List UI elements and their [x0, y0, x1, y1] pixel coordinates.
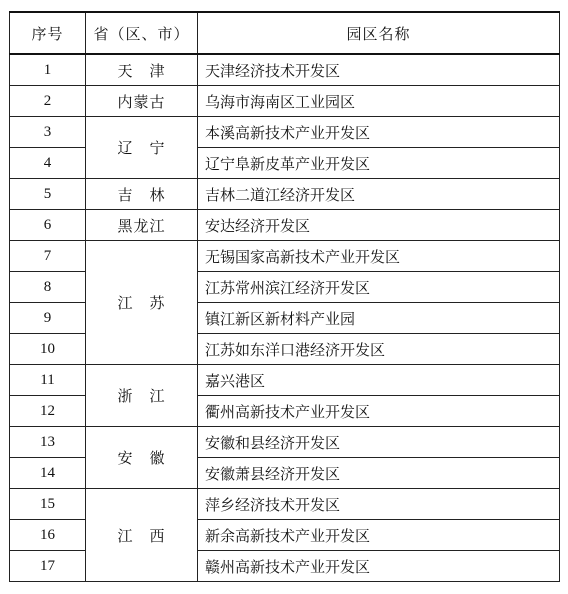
- park-name-cell: 衢州高新技术产业开发区: [198, 396, 560, 427]
- table-row: [10, 489, 560, 520]
- table-row: [10, 210, 560, 241]
- row-number: 6: [10, 210, 86, 241]
- park-name-cell: 江苏常州滨江经济开发区: [198, 272, 560, 303]
- row-number: 8: [10, 272, 86, 303]
- table-row: [10, 117, 560, 148]
- park-name-cell: 辽宁阜新皮革产业开发区: [198, 148, 560, 179]
- park-name-cell: 新余高新技术产业开发区: [198, 520, 560, 551]
- park-list-table-container: [9, 11, 560, 582]
- park-name-cell: 安达经济开发区: [198, 210, 560, 241]
- park-name-cell: 安徽萧县经济开发区: [198, 458, 560, 489]
- row-number: 5: [10, 179, 86, 210]
- table-header-row: [10, 12, 560, 54]
- province-cell: 吉 林: [86, 179, 198, 210]
- row-number: 11: [10, 365, 86, 396]
- park-list-table: [9, 11, 560, 582]
- province-cell: 天 津: [86, 54, 198, 86]
- table-row: [10, 427, 560, 458]
- row-number: 15: [10, 489, 86, 520]
- row-number: 13: [10, 427, 86, 458]
- row-number: 16: [10, 520, 86, 551]
- table-row: [10, 86, 560, 117]
- row-number: 7: [10, 241, 86, 272]
- row-number: 4: [10, 148, 86, 179]
- park-name-cell: 嘉兴港区: [198, 365, 560, 396]
- table-row: [10, 54, 560, 86]
- province-cell: 浙 江: [86, 365, 198, 427]
- row-number: 9: [10, 303, 86, 334]
- header-province: 省（区、市）: [86, 12, 198, 54]
- row-number: 12: [10, 396, 86, 427]
- park-name-cell: 本溪高新技术产业开发区: [198, 117, 560, 148]
- table-row: [10, 365, 560, 396]
- park-name-cell: 乌海市海南区工业园区: [198, 86, 560, 117]
- row-number: 3: [10, 117, 86, 148]
- park-name-cell: 江苏如东洋口港经济开发区: [198, 334, 560, 365]
- park-name-cell: 吉林二道江经济开发区: [198, 179, 560, 210]
- row-number: 1: [10, 54, 86, 86]
- province-cell: 江 西: [86, 489, 198, 582]
- park-name-cell: 萍乡经济技术开发区: [198, 489, 560, 520]
- park-name-cell: 无锡国家高新技术产业开发区: [198, 241, 560, 272]
- row-number: 17: [10, 551, 86, 582]
- province-cell: 辽 宁: [86, 117, 198, 179]
- province-cell: 安 徽: [86, 427, 198, 489]
- header-serial-number: 序号: [10, 12, 86, 54]
- park-name-cell: 镇江新区新材料产业园: [198, 303, 560, 334]
- row-number: 14: [10, 458, 86, 489]
- table-row: [10, 241, 560, 272]
- park-name-cell: 天津经济技术开发区: [198, 54, 560, 86]
- province-cell: 内蒙古: [86, 86, 198, 117]
- park-name-cell: 安徽和县经济开发区: [198, 427, 560, 458]
- province-cell: 黑龙江: [86, 210, 198, 241]
- row-number: 10: [10, 334, 86, 365]
- park-name-cell: 赣州高新技术产业开发区: [198, 551, 560, 582]
- header-park-name: 园区名称: [198, 12, 560, 54]
- row-number: 2: [10, 86, 86, 117]
- province-cell: 江 苏: [86, 241, 198, 365]
- table-row: [10, 179, 560, 210]
